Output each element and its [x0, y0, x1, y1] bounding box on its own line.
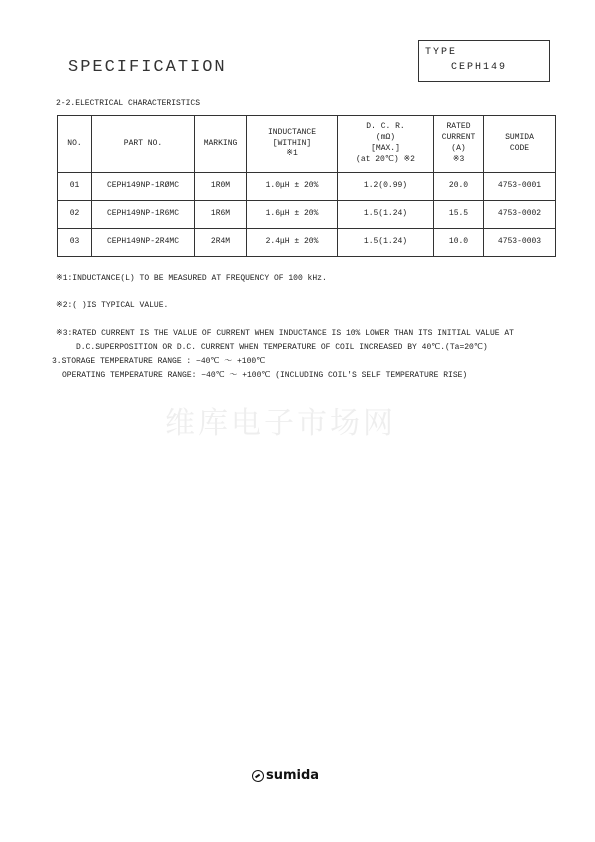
page-title: SPECIFICATION: [68, 58, 227, 77]
sumida-logo-text: sumida: [266, 768, 320, 783]
type-value: CEPH149: [451, 62, 508, 73]
cell-inductance: 2.4μH ± 20%: [247, 229, 338, 257]
header-dcr: [338, 116, 434, 173]
cell-marking: 1R6M: [195, 201, 247, 229]
table-header-row: [58, 116, 556, 173]
header-rated-line: RATED: [446, 122, 471, 132]
electrical-characteristics-table: [57, 115, 556, 257]
cell-rated-current: 15.5: [434, 201, 484, 229]
cell-sumida-code: 4753-0002: [484, 201, 556, 229]
header-inductance-line: [WITHIN]: [272, 138, 312, 148]
header-no: NO.: [58, 116, 92, 173]
cell-no: 02: [58, 201, 92, 229]
header-rated-current: [434, 116, 484, 173]
table-row: [58, 229, 556, 257]
table-row: [58, 201, 556, 229]
cell-part-no: CEPH149NP-2R4MC: [92, 229, 195, 257]
header-inductance-line: INDUCTANCE: [267, 127, 316, 137]
header-inductance-line: ※1: [286, 149, 298, 159]
header-dcr-line: D. C. R.: [366, 122, 405, 132]
cell-inductance: 1.0μH ± 20%: [247, 173, 338, 201]
cell-dcr: 1.5(1.24): [338, 229, 434, 257]
note-2: ※2:( )IS TYPICAL VALUE.: [56, 301, 169, 310]
cell-marking: 1R0M: [195, 173, 247, 201]
note-1: ※1:INDUCTANCE(L) TO BE MEASURED AT FREQUENCY OF 100 kHz.: [56, 274, 327, 283]
sumida-logo: [252, 768, 319, 783]
sumida-logo-icon: [252, 770, 264, 782]
header-rated-line: CURRENT: [441, 133, 476, 143]
header-sumida-code: [484, 116, 556, 173]
cell-no: 03: [58, 229, 92, 257]
header-rated-line: (A): [451, 144, 466, 153]
cell-sumida-code: 4753-0003: [484, 229, 556, 257]
header-sumida-line: SUMIDA: [505, 133, 534, 143]
cell-sumida-code: 4753-0001: [484, 173, 556, 201]
header-dcr-line: (mΩ): [375, 133, 396, 143]
cell-dcr: 1.5(1.24): [338, 201, 434, 229]
header-sumida-line: CODE: [509, 144, 530, 153]
cell-part-no: CEPH149NP-1RØMC: [92, 173, 195, 201]
header-part-no: PART NO.: [92, 116, 195, 173]
section-title: 2-2.ELECTRICAL CHARACTERISTICS: [56, 99, 201, 108]
watermark: 维库电子市场网: [165, 406, 396, 441]
cell-rated-current: 10.0: [434, 229, 484, 257]
operating-temperature: OPERATING TEMPERATURE RANGE: −40℃ ～ +100℃ (INCLUDING COIL'S SELF TEMPERATURE RISE): [62, 371, 468, 380]
cell-inductance: 1.6μH ± 20%: [247, 201, 338, 229]
cell-dcr: 1.2(0.99): [338, 173, 434, 201]
storage-temperature: 3.STORAGE TEMPERATURE RANGE : −40℃ ～ +100℃: [52, 357, 266, 366]
header-marking: MARKING: [195, 116, 247, 173]
cell-rated-current: 20.0: [434, 173, 484, 201]
header-rated-line: ※3: [452, 154, 465, 164]
header-dcr-line: (at 20℃) ※2: [356, 154, 415, 164]
type-label: TYPE: [425, 47, 458, 58]
cell-part-no: CEPH149NP-1R6MC: [92, 201, 195, 229]
header-inductance: [247, 116, 338, 173]
table-row: [58, 173, 556, 201]
note-3-line-1: ※3:RATED CURRENT IS THE VALUE OF CURRENT WHEN INDUCTANCE IS 10% LOWER THAN ITS INITIAL VALUE AT: [56, 329, 514, 338]
note-3-line-2: D.C.SUPERPOSITION OR D.C. CURRENT WHEN TEMPERATURE OF COIL INCREASED BY 40℃.(Ta=20℃): [76, 343, 488, 352]
cell-marking: 2R4M: [195, 229, 247, 257]
cell-no: 01: [58, 173, 92, 201]
header-dcr-line: [MAX.]: [371, 144, 400, 153]
type-box: [418, 40, 550, 82]
